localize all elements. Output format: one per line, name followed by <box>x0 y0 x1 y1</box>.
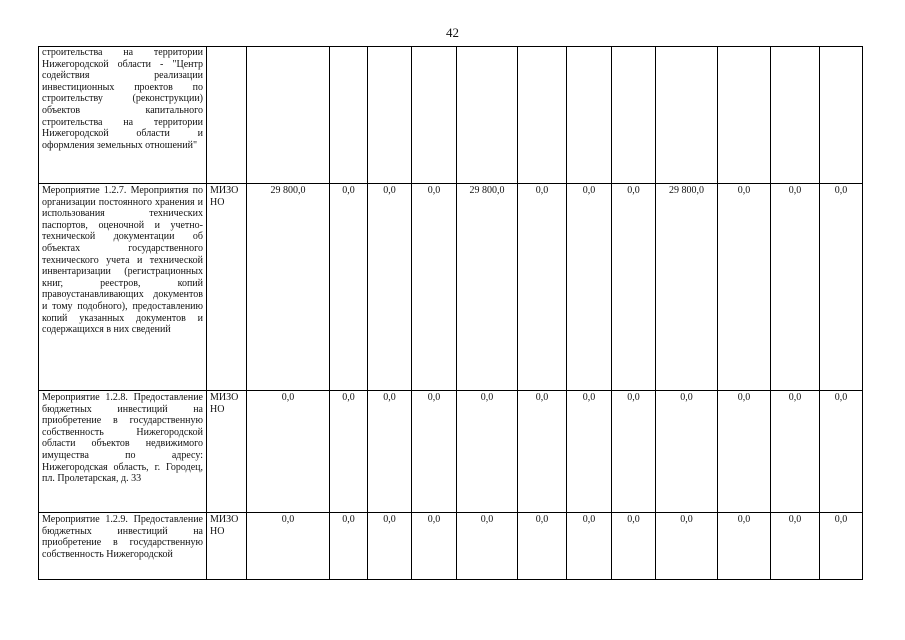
page-number: 42 <box>446 25 459 40</box>
budget-table <box>38 46 863 580</box>
executor-cell: МИЗО НО <box>207 513 247 580</box>
table-row <box>39 391 863 513</box>
funding-value-cell: 0,0 <box>368 513 412 580</box>
funding-value-cell: 0,0 <box>518 184 567 391</box>
funding-value-cell: 0,0 <box>412 391 457 513</box>
funding-value-cell <box>368 47 412 184</box>
funding-value-cell: 0,0 <box>247 513 330 580</box>
funding-value-cell: 0,0 <box>368 184 412 391</box>
funding-value-cell <box>247 47 330 184</box>
funding-value-cell: 0,0 <box>612 391 656 513</box>
funding-value-cell: 0,0 <box>820 513 863 580</box>
funding-value-cell <box>330 47 368 184</box>
funding-value-cell: 0,0 <box>771 513 820 580</box>
funding-value-cell: 0,0 <box>718 184 771 391</box>
funding-value-cell: 0,0 <box>567 391 612 513</box>
table-row <box>39 184 863 391</box>
table-row <box>39 513 863 580</box>
funding-value-cell: 0,0 <box>457 513 518 580</box>
executor-cell: МИЗО НО <box>207 391 247 513</box>
funding-value-cell: 0,0 <box>718 513 771 580</box>
activity-description-cell: Мероприятие 1.2.8. Предоставление бюджетных инвестиций на приобретение в государственную собственность Нижегородской области объектов недвижимого имущества по адресу: Нижегородская область, г. Городец, пл. Пролетарская, д. 33 <box>39 391 207 513</box>
funding-value-cell: 0,0 <box>656 391 718 513</box>
activity-description-cell: строительства на территории Нижегородской области - "Центр содействия реализации инвестиционных проектов по строительству (реконструкции) объектов капитального строительства на территории Нижегородской области и оформления земельных отношений" <box>39 47 207 184</box>
funding-value-cell: 0,0 <box>412 184 457 391</box>
funding-value-cell: 0,0 <box>656 513 718 580</box>
funding-value-cell <box>718 47 771 184</box>
funding-value-cell <box>567 47 612 184</box>
funding-value-cell: 0,0 <box>567 513 612 580</box>
funding-value-cell: 29 800,0 <box>247 184 330 391</box>
funding-value-cell: 0,0 <box>567 184 612 391</box>
funding-value-cell <box>412 47 457 184</box>
funding-value-cell: 0,0 <box>771 184 820 391</box>
funding-value-cell: 0,0 <box>368 391 412 513</box>
funding-value-cell <box>518 47 567 184</box>
funding-value-cell: 0,0 <box>247 391 330 513</box>
table-row <box>39 47 863 184</box>
funding-value-cell: 0,0 <box>518 391 567 513</box>
activity-description-cell: Мероприятие 1.2.9. Предоставление бюджетных инвестиций на приобретение в государственную собственность Нижегородской <box>39 513 207 580</box>
funding-value-cell: 0,0 <box>412 513 457 580</box>
funding-value-cell: 0,0 <box>330 513 368 580</box>
funding-value-cell: 29 800,0 <box>656 184 718 391</box>
funding-value-cell: 0,0 <box>457 391 518 513</box>
funding-value-cell: 0,0 <box>518 513 567 580</box>
funding-value-cell <box>612 47 656 184</box>
funding-value-cell: 0,0 <box>612 513 656 580</box>
executor-cell: МИЗО НО <box>207 184 247 391</box>
funding-value-cell: 0,0 <box>718 391 771 513</box>
activity-description-cell: Мероприятие 1.2.7. Мероприятия по организации постоянного хранения и использования технических паспортов, оценочной и учетно-технической документации об объектах государственного технического учета и технической инвентаризации (регистрационных книг, реестров, копий правоустанавливающих документов и тому подобного), предоставлению копий указанных документов и содержащихся в них сведений <box>39 184 207 391</box>
funding-value-cell: 0,0 <box>771 391 820 513</box>
funding-value-cell: 0,0 <box>330 391 368 513</box>
funding-value-cell <box>656 47 718 184</box>
funding-value-cell <box>457 47 518 184</box>
funding-value-cell: 0,0 <box>330 184 368 391</box>
funding-value-cell: 0,0 <box>820 184 863 391</box>
funding-value-cell <box>771 47 820 184</box>
executor-cell <box>207 47 247 184</box>
funding-value-cell: 29 800,0 <box>457 184 518 391</box>
funding-value-cell <box>820 47 863 184</box>
funding-value-cell: 0,0 <box>820 391 863 513</box>
funding-value-cell: 0,0 <box>612 184 656 391</box>
